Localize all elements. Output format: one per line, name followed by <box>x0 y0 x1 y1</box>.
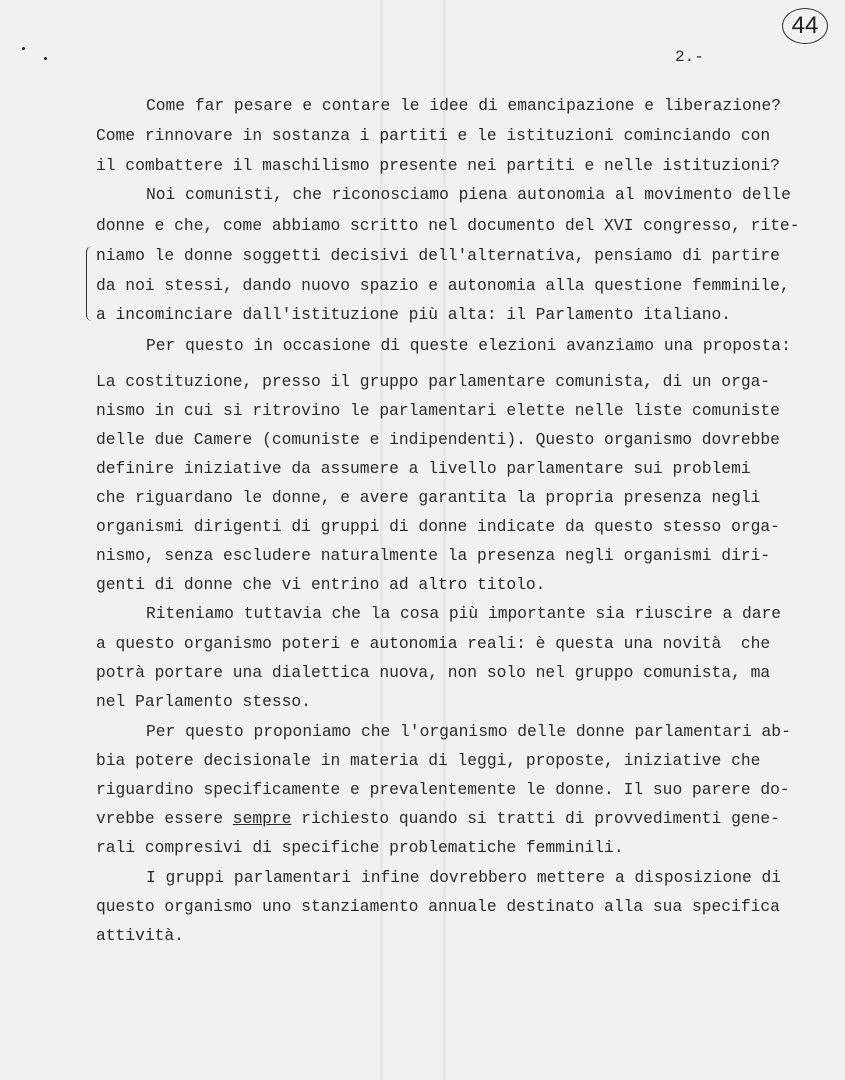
text-line: genti di donne che vi entrino ad altro titolo. <box>96 575 546 594</box>
folio-number: 44 <box>782 8 828 44</box>
margin-bracket <box>86 246 95 321</box>
underlined-word: sempre <box>232 809 292 828</box>
text-line: I gruppi parlamentari infine dovrebbero mettere a disposizione di <box>146 868 782 887</box>
text-line: delle due Camere (comuniste e indipendenti). Questo organismo dovrebbe <box>96 430 780 449</box>
text-line: Per questo in occasione di queste elezioni avanziamo una proposta: <box>146 336 791 355</box>
text-line: a questo organismo poteri e autonomia reali: è questa una novità che <box>96 634 771 653</box>
text-line: Come far pesare e contare le idee di emancipazione e liberazione? <box>146 96 782 115</box>
text-line: a incominciare dall'istituzione più alta: il Parlamento italiano. <box>96 305 732 324</box>
text-line: Riteniamo tuttavia che la cosa più importante sia riuscire a dare <box>146 604 782 623</box>
text-line: nismo in cui si ritrovino le parlamentari elette nelle liste comuniste <box>96 401 780 420</box>
text-line: bia potere decisionale in materia di leggi, proposte, iniziative che <box>96 751 761 770</box>
text-line: riguardino specificamente e prevalentemente le donne. Il suo parere do- <box>96 780 790 799</box>
text-line: nel Parlamento stesso. <box>96 692 311 711</box>
text-line: che riguardano le donne, e avere garantita la propria presenza negli <box>96 488 761 507</box>
text-line: il combattere il maschilismo presente nei partiti e nelle istituzioni? <box>96 156 780 175</box>
text-line: Noi comunisti, che riconosciamo piena autonomia al movimento delle <box>146 185 791 204</box>
page-number: 2.- <box>675 48 704 66</box>
text-line: potrà portare una dialettica nuova, non solo nel gruppo comunista, ma <box>96 663 771 682</box>
text-line: definire iniziative da assumere a livello parlamentare sui problemi <box>96 459 751 478</box>
text-line: niamo le donne soggetti decisivi dell'alternativa, pensiamo di partire <box>96 246 780 265</box>
text-line: nismo, senza escludere naturalmente la presenza negli organismi diri- <box>96 546 771 565</box>
text-line: rali compresivi di specifiche problematiche femminili. <box>96 838 624 857</box>
text-line: questo organismo uno stanziamento annuale destinato alla sua specifica <box>96 897 780 916</box>
text-line <box>96 809 780 828</box>
text-line: Per questo proponiamo che l'organismo delle donne parlamentari ab- <box>146 722 791 741</box>
text-fragment: vrebbe essere <box>96 809 224 828</box>
text-fragment: richiesto quando si tratti di provvedimenti gene- <box>291 809 780 828</box>
speck <box>22 47 25 50</box>
text-line: attività. <box>96 926 184 945</box>
text-line: donne e che, come abbiamo scritto nel documento del XVI congresso, rite- <box>96 216 800 235</box>
speck <box>44 57 47 60</box>
text-line: La costituzione, presso il gruppo parlamentare comunista, di un orga- <box>96 372 771 391</box>
text-line: Come rinnovare in sostanza i partiti e le istituzioni cominciando con <box>96 126 771 145</box>
text-line: organismi dirigenti di gruppi di donne indicate da questo stesso orga- <box>96 517 780 536</box>
text-line: da noi stessi, dando nuovo spazio e autonomia alla questione femminile, <box>96 276 790 295</box>
